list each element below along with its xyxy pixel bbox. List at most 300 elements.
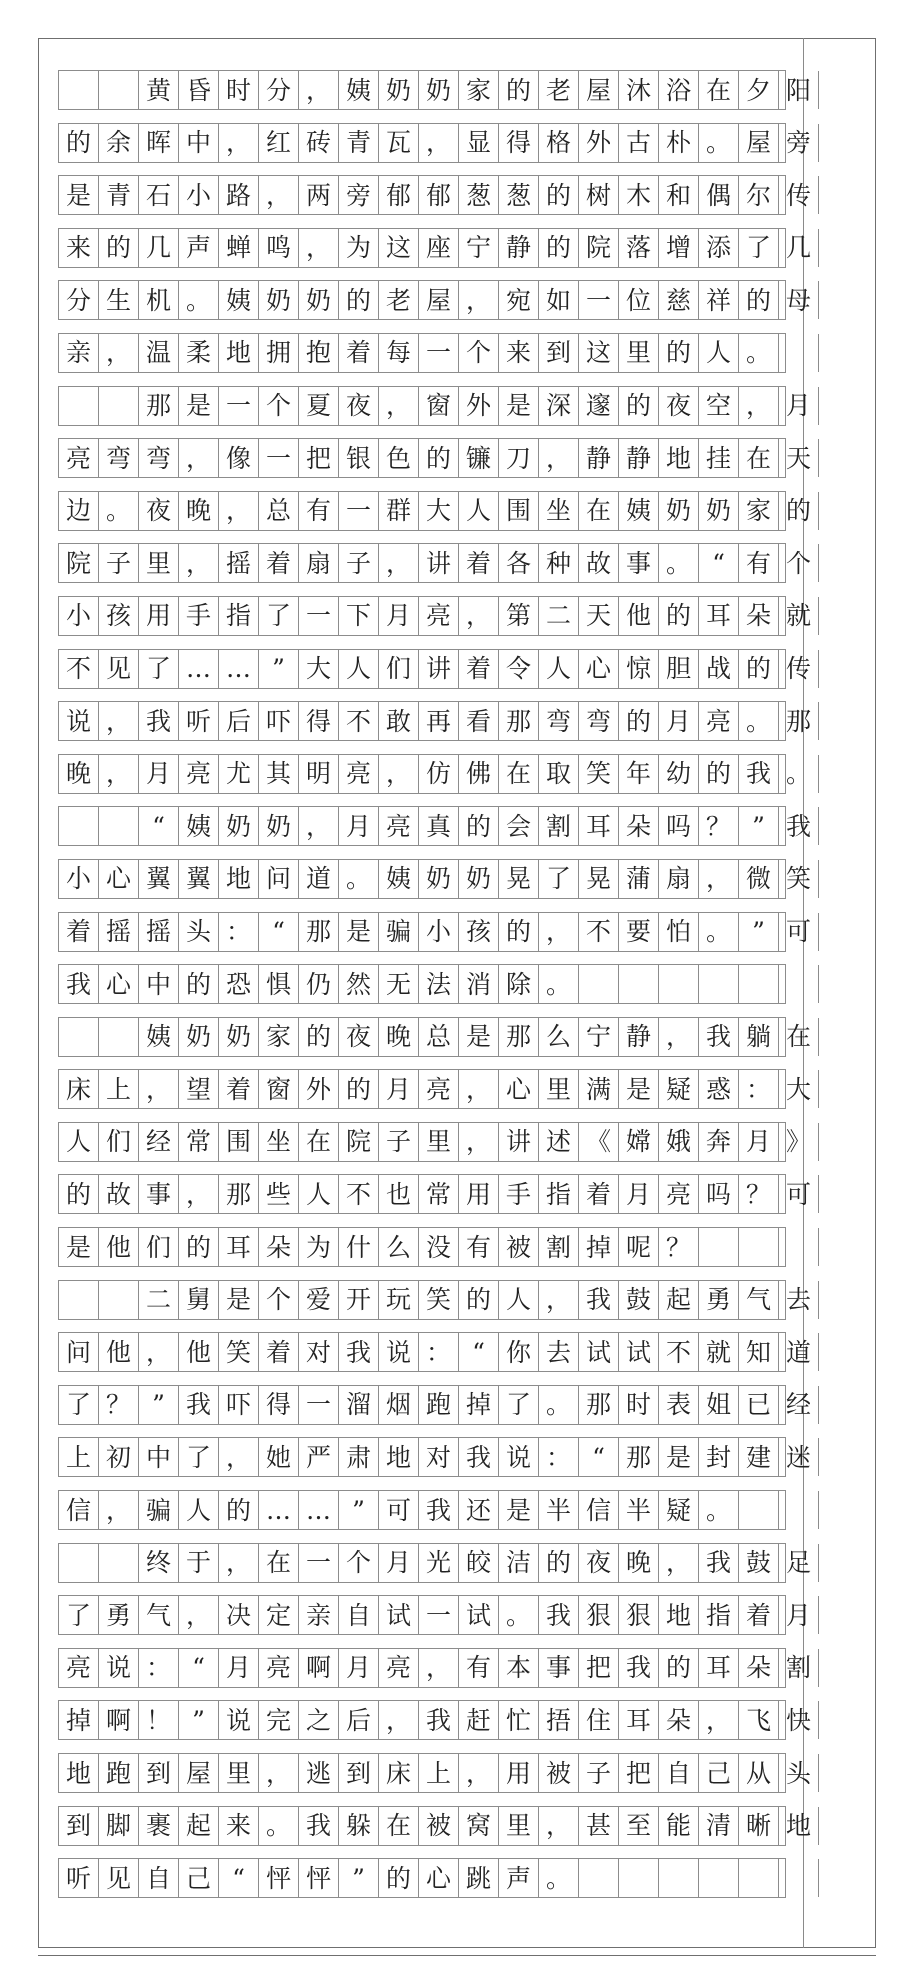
grid-cell: 姨 (219, 281, 259, 319)
grid-cell: 深 (539, 387, 579, 425)
grid-cell: 么 (539, 1018, 579, 1056)
grid-cell: ， (379, 387, 419, 425)
grid-cell: 拥 (259, 334, 299, 372)
grid-cell: 扇 (299, 544, 339, 582)
grid-cell: 起 (179, 1807, 219, 1845)
grid-cell: 的 (619, 387, 659, 425)
grid-cell: 胆 (659, 650, 699, 688)
grid-cell (819, 702, 859, 740)
grid-cell: 朵 (659, 1701, 699, 1739)
grid-cell: 摇 (139, 913, 179, 951)
grid-row (58, 596, 811, 636)
grid-cell (779, 334, 819, 372)
grid-cell: 的 (699, 755, 739, 793)
grid-cell: 小 (179, 176, 219, 214)
grid-cell: 月 (659, 702, 699, 740)
grid-cell: ， (219, 492, 259, 530)
grid-cell: 郁 (379, 176, 419, 214)
grid-cell: 。 (539, 1386, 579, 1424)
grid-cell (59, 71, 99, 109)
grid-cell: 亮 (179, 755, 219, 793)
grid-cell: 那 (619, 1438, 659, 1476)
grid-cell: ， (99, 755, 139, 793)
grid-cell: 着 (739, 1596, 779, 1634)
grid-cell: 一 (219, 387, 259, 425)
grid-cell: 讲 (419, 544, 459, 582)
grid-cell: 啊 (299, 1649, 339, 1687)
grid-cell: 里 (539, 1070, 579, 1108)
grid-cell (619, 965, 659, 1003)
grid-cell: 心 (579, 650, 619, 688)
grid-cell: 在 (299, 1123, 339, 1161)
grid-cell: 人 (339, 650, 379, 688)
grid-cell: “ (259, 913, 299, 951)
grid-cell: “ (699, 544, 739, 582)
grid-cell: 是 (659, 1438, 699, 1476)
grid-cell: 晚 (619, 1544, 659, 1582)
grid-row (58, 1490, 786, 1530)
grid-cell: ， (379, 755, 419, 793)
grid-row (58, 701, 811, 741)
grid-cell: ， (259, 176, 299, 214)
grid-cell: 肃 (339, 1438, 379, 1476)
grid-cell: ， (419, 1649, 459, 1687)
grid-row (58, 806, 811, 846)
grid-cell: ： (539, 1438, 579, 1476)
grid-cell: 是 (619, 1070, 659, 1108)
grid-cell (59, 1544, 99, 1582)
grid-cell (99, 387, 139, 425)
grid-cell: 朵 (739, 1649, 779, 1687)
grid-cell: 增 (659, 229, 699, 267)
grid-cell: 了 (139, 650, 179, 688)
grid-cell (819, 860, 859, 898)
grid-cell: 奶 (219, 807, 259, 845)
grid-cell: 于 (179, 1544, 219, 1582)
grid-cell: “ (579, 1438, 619, 1476)
grid-cell: 在 (579, 492, 619, 530)
grid-cell: 空 (699, 387, 739, 425)
grid-cell: 见 (99, 650, 139, 688)
grid-cell: 外 (459, 387, 499, 425)
grid-cell: 木 (619, 176, 659, 214)
grid-cell: 到 (139, 1754, 179, 1792)
grid-cell: 月 (379, 597, 419, 635)
grid-cell (819, 439, 859, 477)
grid-cell: 里 (139, 544, 179, 582)
grid-cell: 有 (739, 544, 779, 582)
grid-cell: 二 (539, 597, 579, 635)
grid-cell: 勇 (699, 1281, 739, 1319)
grid-cell: 红 (259, 124, 299, 162)
grid-cell: 。 (539, 1859, 579, 1897)
grid-cell: 种 (539, 544, 579, 582)
grid-cell (779, 1228, 819, 1266)
grid-cell: 葱 (499, 176, 539, 214)
grid-cell (739, 1491, 779, 1529)
grid-cell: ， (539, 1807, 579, 1845)
grid-cell (819, 1807, 859, 1845)
grid-cell: ， (99, 1491, 139, 1529)
grid-cell: 是 (59, 176, 99, 214)
grid-cell: 皎 (459, 1544, 499, 1582)
grid-cell: 手 (179, 597, 219, 635)
grid-cell: 洁 (499, 1544, 539, 1582)
grid-cell: 是 (59, 1228, 99, 1266)
grid-cell (819, 807, 859, 845)
grid-cell: 夏 (299, 387, 339, 425)
grid-cell: 你 (499, 1333, 539, 1371)
grid-cell (819, 544, 859, 582)
grid-cell: 小 (59, 860, 99, 898)
grid-cell (659, 1859, 699, 1897)
grid-cell: 弯 (99, 439, 139, 477)
grid-cell: 心 (499, 1070, 539, 1108)
grid-cell: 里 (219, 1754, 259, 1792)
grid-cell: 脚 (99, 1807, 139, 1845)
grid-cell: 分 (59, 281, 99, 319)
grid-cell: 昏 (179, 71, 219, 109)
grid-cell: 翼 (139, 860, 179, 898)
grid-cell: 有 (459, 1649, 499, 1687)
grid-cell: 舅 (179, 1281, 219, 1319)
grid-row (58, 649, 811, 689)
grid-cell (779, 1859, 819, 1897)
grid-cell: ” (179, 1701, 219, 1739)
grid-row (58, 543, 811, 583)
grid-cell: ， (379, 1701, 419, 1739)
grid-row (58, 1437, 811, 1477)
grid-cell: 幼 (659, 755, 699, 793)
grid-cell: 取 (539, 755, 579, 793)
grid-cell: 惑 (699, 1070, 739, 1108)
grid-cell: 封 (699, 1438, 739, 1476)
grid-cell: 娥 (659, 1123, 699, 1161)
grid-cell: 奔 (699, 1123, 739, 1161)
grid-cell: 院 (339, 1123, 379, 1161)
grid-cell: 。 (739, 702, 779, 740)
grid-cell: 除 (499, 965, 539, 1003)
grid-cell: 人 (179, 1491, 219, 1529)
grid-cell: 弯 (139, 439, 179, 477)
grid-cell (779, 965, 819, 1003)
grid-cell (739, 965, 779, 1003)
grid-cell: 赶 (459, 1701, 499, 1739)
grid-cell: ” (739, 913, 779, 951)
grid-cell (819, 281, 859, 319)
grid-cell: 一 (579, 281, 619, 319)
grid-cell: 耳 (619, 1701, 659, 1739)
grid-cell: 个 (459, 334, 499, 372)
grid-cell: 晚 (59, 755, 99, 793)
grid-cell: 光 (419, 1544, 459, 1582)
grid-cell: 朴 (659, 124, 699, 162)
grid-cell: 坐 (539, 492, 579, 530)
grid-cell: 终 (139, 1544, 179, 1582)
grid-cell: 夜 (579, 1544, 619, 1582)
grid-cell: 说 (59, 702, 99, 740)
grid-cell: 望 (179, 1070, 219, 1108)
grid-cell: 那 (299, 913, 339, 951)
grid-cell: 是 (339, 913, 379, 951)
grid-cell: 得 (499, 124, 539, 162)
grid-cell: 个 (339, 1544, 379, 1582)
grid-cell: 那 (499, 702, 539, 740)
grid-cell (819, 71, 859, 109)
grid-cell: 柔 (179, 334, 219, 372)
grid-cell: 砖 (299, 124, 339, 162)
grid-cell: 家 (459, 71, 499, 109)
grid-row (58, 280, 811, 320)
grid-cell: 显 (459, 124, 499, 162)
grid-cell: 在 (379, 1807, 419, 1845)
grid-cell: 们 (379, 650, 419, 688)
grid-cell: 晚 (179, 492, 219, 530)
grid-cell (99, 71, 139, 109)
grid-cell: 摇 (99, 913, 139, 951)
grid-cell: 姨 (179, 807, 219, 845)
grid-cell: 孩 (459, 913, 499, 951)
composition-grid (58, 70, 811, 1911)
grid-cell: ， (179, 439, 219, 477)
grid-row (58, 1700, 811, 1740)
grid-cell: 知 (739, 1333, 779, 1371)
grid-cell: 围 (499, 492, 539, 530)
grid-cell: 怦 (299, 1859, 339, 1897)
grid-cell: 蒲 (619, 860, 659, 898)
grid-cell: 一 (299, 597, 339, 635)
grid-cell: 中 (139, 965, 179, 1003)
grid-cell: 的 (459, 807, 499, 845)
grid-cell: 试 (459, 1596, 499, 1634)
grid-cell: 子 (579, 1754, 619, 1792)
grid-cell: 气 (139, 1596, 179, 1634)
grid-cell: 说 (499, 1438, 539, 1476)
grid-cell: ， (139, 1333, 179, 1371)
grid-cell: 宁 (459, 229, 499, 267)
grid-cell: 传 (779, 650, 819, 688)
grid-cell: 跑 (419, 1386, 459, 1424)
grid-cell: 亮 (419, 597, 459, 635)
grid-cell: 床 (59, 1070, 99, 1108)
grid-row (58, 912, 811, 952)
grid-cell: 决 (219, 1596, 259, 1634)
grid-cell: 心 (99, 860, 139, 898)
grid-cell: 大 (299, 650, 339, 688)
grid-cell: 常 (419, 1175, 459, 1213)
grid-cell (819, 1281, 859, 1319)
grid-cell: ， (459, 1070, 499, 1108)
grid-cell (819, 1544, 859, 1582)
grid-cell: 用 (459, 1175, 499, 1213)
grid-cell (59, 387, 99, 425)
grid-cell: 。 (259, 1807, 299, 1845)
grid-cell: 飞 (739, 1701, 779, 1739)
grid-cell: 里 (419, 1123, 459, 1161)
grid-cell: 》 (779, 1123, 819, 1161)
grid-row (58, 70, 811, 110)
grid-cell: 里 (499, 1807, 539, 1845)
grid-cell: 月 (779, 1596, 819, 1634)
grid-cell: 扇 (659, 860, 699, 898)
grid-cell: 的 (539, 176, 579, 214)
grid-row (58, 1174, 811, 1214)
grid-row (58, 1595, 811, 1635)
grid-cell: 的 (739, 281, 779, 319)
grid-row (58, 228, 811, 268)
grid-cell: 地 (379, 1438, 419, 1476)
grid-cell: 人 (299, 1175, 339, 1213)
grid-cell: ， (379, 544, 419, 582)
grid-cell: 裹 (139, 1807, 179, 1845)
grid-cell: 两 (299, 176, 339, 214)
grid-cell: 几 (779, 229, 819, 267)
grid-cell: ， (659, 1544, 699, 1582)
grid-cell: 信 (579, 1491, 619, 1529)
grid-cell (819, 1018, 859, 1056)
grid-cell: 一 (259, 439, 299, 477)
grid-cell (819, 965, 859, 1003)
grid-cell: 就 (699, 1333, 739, 1371)
grid-cell: ” (339, 1491, 379, 1529)
grid-cell: 静 (499, 229, 539, 267)
grid-cell (819, 229, 859, 267)
grid-cell: 院 (59, 544, 99, 582)
grid-cell: 对 (299, 1333, 339, 1371)
grid-cell: 看 (459, 702, 499, 740)
grid-cell (819, 1649, 859, 1687)
grid-cell: 姐 (699, 1386, 739, 1424)
grid-cell: ， (219, 1544, 259, 1582)
grid-cell: 座 (419, 229, 459, 267)
grid-cell: 月 (379, 1544, 419, 1582)
grid-cell: 们 (139, 1228, 179, 1266)
grid-cell: 母 (779, 281, 819, 319)
grid-cell: 天 (579, 597, 619, 635)
grid-cell: 着 (339, 334, 379, 372)
grid-cell: 也 (379, 1175, 419, 1213)
grid-cell: 不 (579, 913, 619, 951)
grid-cell: 明 (299, 755, 339, 793)
grid-cell: 家 (739, 492, 779, 530)
grid-cell: ？ (659, 1228, 699, 1266)
grid-cell: 个 (779, 544, 819, 582)
grid-cell: 被 (499, 1228, 539, 1266)
grid-cell (739, 1228, 779, 1266)
grid-cell: 笑 (219, 1333, 259, 1371)
grid-row (58, 1227, 786, 1267)
grid-cell: 静 (619, 1018, 659, 1056)
grid-cell: 听 (179, 702, 219, 740)
grid-cell: 人 (499, 1281, 539, 1319)
grid-cell: 。 (339, 860, 379, 898)
grid-cell: 夜 (339, 387, 379, 425)
grid-row (58, 1017, 811, 1057)
grid-cell: 要 (619, 913, 659, 951)
grid-cell: ， (459, 597, 499, 635)
grid-cell: 经 (779, 1386, 819, 1424)
grid-cell: 故 (99, 1175, 139, 1213)
grid-cell: 二 (139, 1281, 179, 1319)
grid-cell: 的 (659, 334, 699, 372)
grid-cell: 里 (619, 334, 659, 372)
grid-cell: 窗 (259, 1070, 299, 1108)
grid-cell (579, 965, 619, 1003)
grid-cell: 手 (499, 1175, 539, 1213)
grid-row (58, 1332, 811, 1372)
grid-cell: 听 (59, 1859, 99, 1897)
grid-cell: 在 (699, 71, 739, 109)
grid-cell: ， (459, 1123, 499, 1161)
grid-cell: 宁 (579, 1018, 619, 1056)
grid-cell: 呢 (619, 1228, 659, 1266)
grid-row (58, 1753, 811, 1793)
grid-cell: 吗 (699, 1175, 739, 1213)
grid-cell: 奶 (259, 807, 299, 845)
grid-cell: ， (139, 1070, 179, 1108)
grid-cell: 会 (499, 807, 539, 845)
grid-cell: 上 (59, 1438, 99, 1476)
grid-cell: 从 (739, 1754, 779, 1792)
grid-cell: 各 (499, 544, 539, 582)
grid-cell: 甚 (579, 1807, 619, 1845)
grid-cell: 余 (99, 124, 139, 162)
grid-cell: 那 (219, 1175, 259, 1213)
grid-cell: 邃 (579, 387, 619, 425)
grid-cell: 躲 (339, 1807, 379, 1845)
grid-cell: ， (659, 1018, 699, 1056)
grid-cell: 玩 (379, 1281, 419, 1319)
grid-cell: 朵 (739, 597, 779, 635)
grid-cell: 亮 (59, 1649, 99, 1687)
grid-cell: 地 (59, 1754, 99, 1792)
grid-cell (779, 1491, 819, 1529)
grid-cell: 常 (179, 1123, 219, 1161)
grid-cell: 亮 (259, 1649, 299, 1687)
grid-cell: 我 (179, 1386, 219, 1424)
grid-cell: 跑 (99, 1754, 139, 1792)
grid-cell: 静 (579, 439, 619, 477)
grid-cell: 子 (99, 544, 139, 582)
grid-cell: 去 (539, 1333, 579, 1371)
grid-cell (619, 1859, 659, 1897)
grid-cell: 惊 (619, 650, 659, 688)
grid-row (58, 754, 811, 794)
grid-cell: 在 (779, 1018, 819, 1056)
grid-row (58, 1648, 811, 1688)
grid-cell: 仿 (419, 755, 459, 793)
grid-cell: 疑 (659, 1070, 699, 1108)
grid-row (58, 1280, 811, 1320)
grid-row (58, 1122, 811, 1162)
grid-cell: 添 (699, 229, 739, 267)
grid-cell: 姨 (619, 492, 659, 530)
grid-cell: 月 (739, 1123, 779, 1161)
grid-cell: 的 (459, 1281, 499, 1319)
grid-cell (579, 1859, 619, 1897)
grid-cell: 仍 (299, 965, 339, 1003)
grid-cell: 自 (339, 1596, 379, 1634)
grid-cell: 佛 (459, 755, 499, 793)
grid-cell (99, 807, 139, 845)
grid-row (58, 1543, 811, 1583)
grid-cell: 躺 (739, 1018, 779, 1056)
grid-cell: 旁 (339, 176, 379, 214)
grid-cell: 人 (539, 650, 579, 688)
grid-cell: 足 (779, 1544, 819, 1582)
grid-cell: “ (459, 1333, 499, 1371)
grid-cell: 那 (499, 1018, 539, 1056)
